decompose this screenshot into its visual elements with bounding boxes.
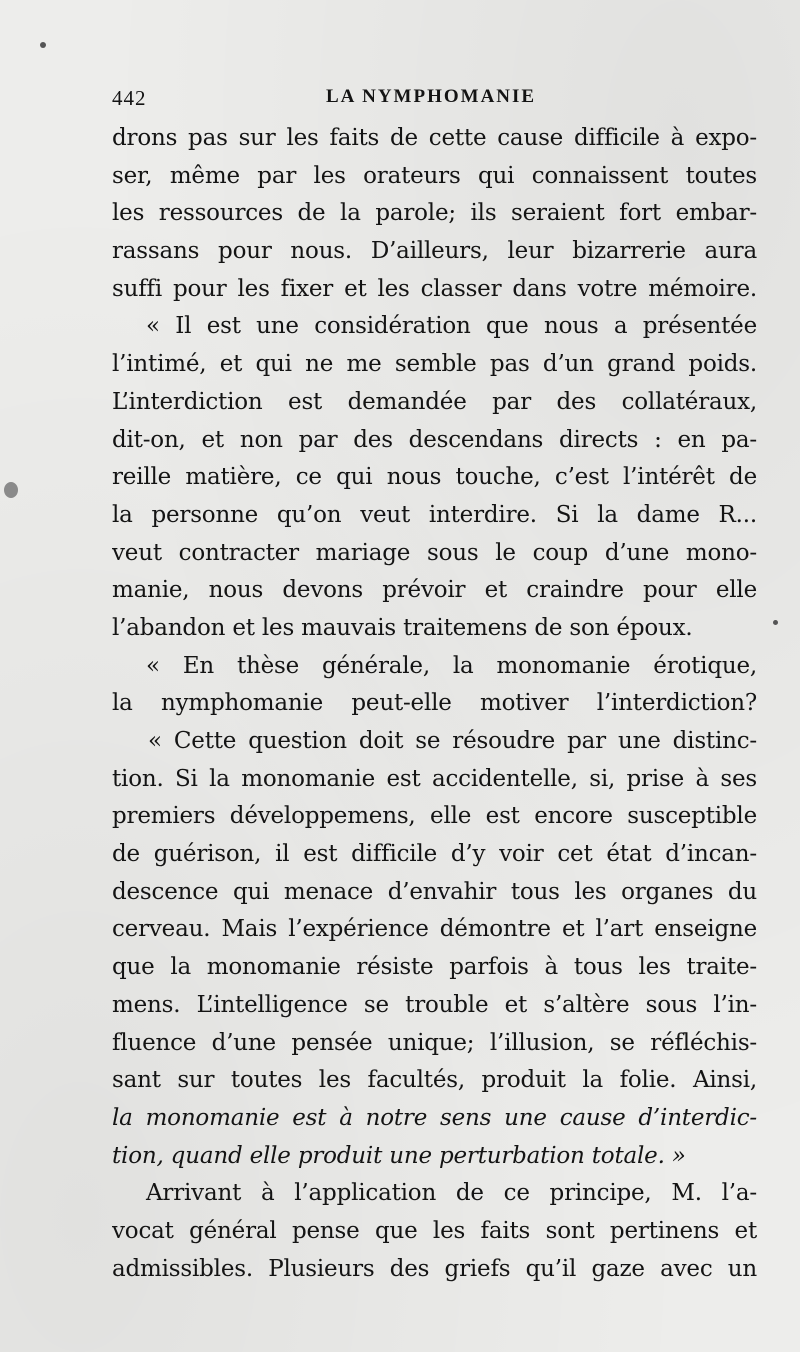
text-line: admissibles. Plusieurs des griefs qu’il gaze avec un [112, 1255, 757, 1282]
paper-speck [40, 42, 46, 48]
text-line: veut contracter mariage sous le coup d’une mono- [112, 539, 757, 566]
text-line: vocat général pense que les faits sont pertinens et [112, 1217, 757, 1244]
text-line: L’interdiction est demandée par des collatéraux, [112, 388, 757, 415]
text-line: l’abandon et les mauvais traitemens de son époux. [112, 614, 693, 641]
text-line: fluence d’une pensée unique; l’illusion, se réfléchis- [112, 1029, 757, 1056]
text-line: l’intimé, et qui ne me semble pas d’un grand poids. [112, 351, 757, 378]
text-line: « En thèse générale, la monomanie érotique, [146, 652, 757, 679]
text-line: les ressources de la parole; ils seraient fort embar- [112, 200, 757, 227]
text-line: « Cette question doit se résoudre par une distinc- [148, 728, 757, 754]
text-line: sant sur toutes les facultés, produit la folie. Ainsi, [112, 1067, 757, 1094]
text-line: la personne qu’on veut interdire. Si la dame R... [112, 501, 757, 528]
text-line: mens. L’intelligence se trouble et s’altère sous l’in- [112, 991, 757, 1018]
page-header [112, 86, 752, 114]
text-line: drons pas sur les faits de cette cause difficile à expo- [112, 125, 757, 151]
text-line: rassans pour nous. D’ailleurs, leur bizarrerie aura [112, 238, 757, 265]
text-line: cerveau. Mais l’expérience démontre et l’art enseigne [112, 916, 757, 943]
text-line: la nymphomanie peut-elle motiver l’interdiction? [112, 690, 757, 717]
text-line: tion. Si la monomanie est accidentelle, si, prise à ses [112, 765, 757, 792]
text-line: descence qui menace d’envahir tous les organes du [112, 878, 757, 905]
body-text [112, 120, 757, 1320]
text-line: premiers développemens, elle est encore susceptible [112, 803, 757, 830]
text-line-italic: tion, quand elle produit une perturbation totale. » [112, 1142, 686, 1169]
text-line: de guérison, il est difficile d’y voir cet état d’incan- [112, 841, 757, 868]
text-line: manie, nous devons prévoir et craindre pour elle [112, 577, 757, 604]
text-line: que la monomanie résiste parfois à tous les traite- [112, 954, 757, 981]
paper-speck [4, 482, 18, 498]
running-title: LA NYMPHOMANIE [326, 86, 537, 107]
text-line: ser, même par les orateurs qui connaissent toutes [112, 162, 757, 189]
text-line: reille matière, ce qui nous touche, c’est l’intérêt de [112, 464, 757, 491]
text-line-italic: la monomanie est à notre sens une cause d’interdic- [112, 1104, 757, 1131]
text-line: « Il est une considération que nous a présentée [146, 313, 757, 340]
page-number: 442 [112, 86, 147, 110]
text-line: suffi pour les fixer et les classer dans votre mémoire. [112, 275, 757, 302]
text-line: dit-on, et non par des descendans directs : en pa- [112, 426, 757, 453]
paper-speck [773, 620, 778, 625]
text-line: Arrivant à l’application de ce principe, M. l’a- [146, 1180, 757, 1207]
